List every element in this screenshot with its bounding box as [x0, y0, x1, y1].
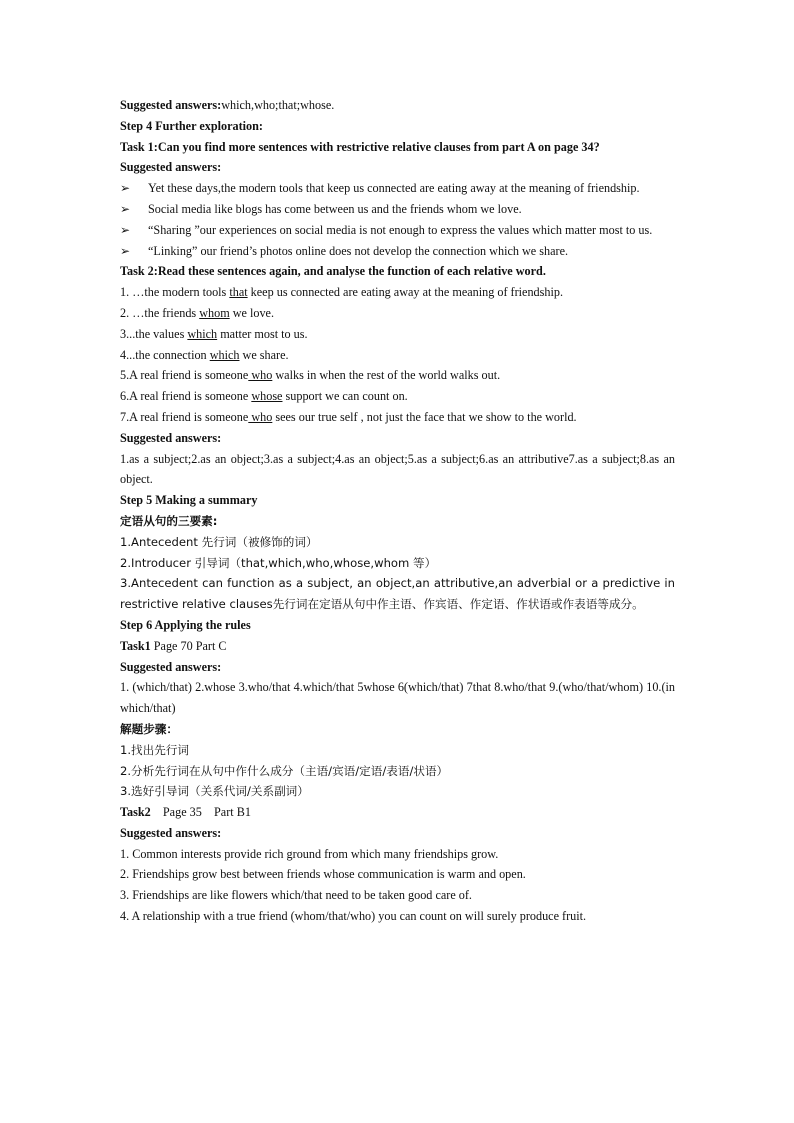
list-item: 2. Friendships grow best between friends whose communication is warm and open. [120, 867, 526, 882]
list-item [120, 345, 675, 366]
answers-paragraph: 1. (which/that) 2.whose 3.who/that 4.which/that 5whose 6(which/that) 7that 8.who/that 9.(who/that/whom) 10.(in which/that) [120, 680, 675, 716]
relative-word: which [187, 326, 218, 341]
task-line [120, 636, 675, 657]
suggested-answers-label: Suggested answers: [120, 98, 222, 112]
sentence-text: we share. [239, 347, 289, 362]
sentence-text: 4...the connection [120, 347, 210, 362]
list-item: 4. A relationship with a true friend (whom/that/who) you can count on will surely produce fruit. [120, 909, 587, 924]
step4-heading: Step 4 Further exploration: [120, 118, 263, 133]
list-item: 1.找出先行词 [120, 742, 190, 757]
bullet-text: Social media like blogs has come between us and the friends whom we love. [148, 201, 522, 216]
suggested-answers-line [120, 95, 675, 116]
list-item [120, 407, 675, 428]
list-item [120, 241, 675, 262]
suggested-answers-heading: Suggested answers: [120, 160, 222, 175]
relative-word: who [248, 409, 273, 424]
document-page [120, 95, 675, 927]
sentence-text: keep us connected are eating away at the meaning of friendship. [247, 285, 564, 300]
relative-word: who [248, 368, 273, 383]
sentence-text: 3...the values [120, 326, 188, 341]
list-item [120, 303, 675, 324]
list-item [120, 220, 675, 241]
answers-paragraph: 1.as a subject;2.as an object;3.as a subject;4.as an object;5.as a subject;6.as an attributive7.as a subject;8.as an object. [120, 451, 675, 487]
sentence-text: matter most to us. [217, 326, 308, 341]
summary-item: 1.Antecedent 先行词（被修饰的词） [120, 534, 318, 549]
summary-heading: 定语从句的三要素: [120, 513, 218, 528]
step5-heading: Step 5 Making a summary [120, 493, 258, 508]
steps-heading: 解题步骤： [120, 721, 178, 736]
list-item: 1. Common interests provide rich ground from which many friendships grow. [120, 846, 499, 861]
list-item [120, 365, 675, 386]
relative-word: that [229, 285, 248, 300]
relative-word: which [209, 347, 240, 362]
sentence-text: 6.A real friend is someone [120, 389, 252, 404]
list-item [120, 282, 675, 303]
list-item: 3. Friendships are like flowers which/that need to be taken good care of. [120, 888, 472, 903]
list-item [120, 178, 675, 199]
task-ref: Page 70 Part C [150, 638, 227, 653]
summary-item: 3.Antecedent can function as a subject, an object,an attributive,an adverbial or a predictive in restrictive relative clauses先行词在定语从句中作主语、作宾语、作定语、作状语或作表语等成分。 [120, 576, 675, 612]
task-ref: Page 35 Part B1 [150, 805, 251, 820]
bullet-list [120, 178, 675, 261]
list-item: 2.分析先行词在从句中作什么成分（主语/宾语/定语/表语/状语） [120, 763, 449, 778]
sentence-text: 7.A real friend is someone [120, 409, 249, 424]
suggested-answers-heading: Suggested answers: [120, 825, 222, 840]
sentence-text: 5.A real friend is someone [120, 368, 249, 383]
example-sentences [120, 282, 675, 428]
bullet-arrow-icon: ➢ [120, 181, 131, 196]
bullet-arrow-icon: ➢ [120, 243, 131, 258]
task2-heading: Task 2:Read these sentences again, and analyse the function of each relative word. [120, 264, 546, 279]
bullet-text: “Sharing ”our experiences on social media is not enough to express the values which matter most to us. [148, 222, 653, 237]
task-label: Task2 [120, 805, 151, 820]
task1-heading: Task 1:Can you find more sentences with restrictive relative clauses from part A on page 34? [120, 139, 600, 154]
sentence-text: we love. [229, 305, 275, 320]
list-item [120, 324, 675, 345]
bullet-text: Yet these days,the modern tools that keep us connected are eating away at the meaning of friendship. [148, 181, 640, 196]
summary-item: 2.Introducer 引导词（that,which,who,whose,whom 等） [120, 555, 437, 570]
relative-word: whom [199, 305, 230, 320]
list-item: 3.选好引导词（关系代词/关系副词） [120, 784, 309, 799]
sentence-text: 1. …the modern tools [120, 285, 230, 300]
sentence-text: walks in when the rest of the world walks out. [272, 368, 501, 383]
bullet-text: “Linking” our friend’s photos online does not develop the connection which we share. [148, 243, 569, 258]
bullet-arrow-icon: ➢ [120, 222, 131, 237]
sentence-text: sees our true self , not just the face that we show to the world. [272, 409, 577, 424]
list-item [120, 386, 675, 407]
relative-word: whose [251, 389, 283, 404]
sentence-text: 2. …the friends [120, 305, 200, 320]
list-item [120, 199, 675, 220]
step6-heading: Step 6 Applying the rules [120, 617, 251, 632]
sentence-text: support we can count on. [282, 389, 408, 404]
suggested-answers-heading: Suggested answers: [120, 659, 222, 674]
task-label: Task1 [120, 638, 151, 653]
suggested-answers-text: which,who;that;whose. [221, 98, 335, 112]
task-line [120, 802, 675, 823]
bullet-arrow-icon: ➢ [120, 201, 131, 216]
suggested-answers-heading: Suggested answers: [120, 430, 222, 445]
